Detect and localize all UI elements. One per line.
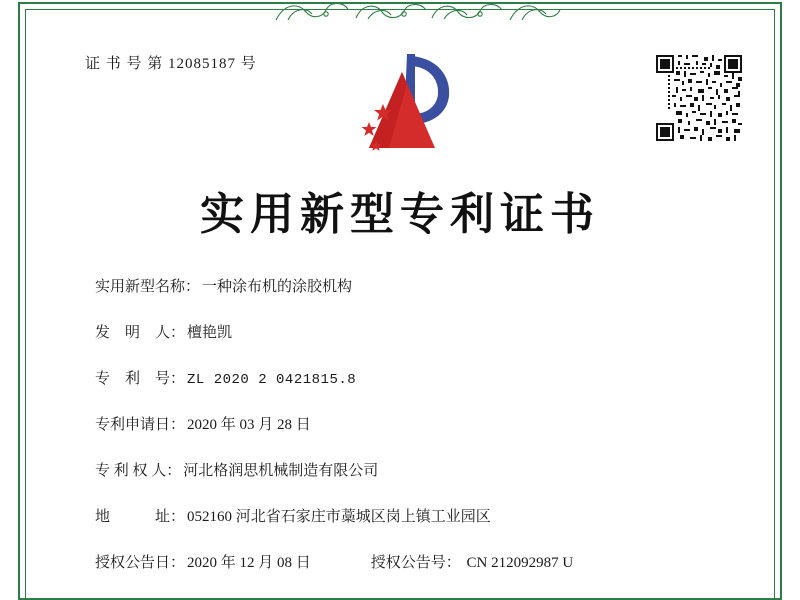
field-label: 实用新型名称： [95,279,201,295]
patent-emblem-logo [345,48,465,158]
field-value: 一种涂布机的涂胶机构 [202,279,353,295]
field-value: ZL 2020 2 0421815.8 [187,372,357,388]
field-label: 专 利 权 人： [95,463,182,479]
field-value: 檀艳凯 [187,325,233,341]
field-value: 2020 年 03 月 28 日 [187,417,311,433]
grant-number-group [371,551,573,572]
field-row-address [95,505,740,526]
field-label: 专 利 号： [95,371,186,387]
grant-date-label: 授权公告日： [95,555,186,571]
ornamental-scroll-top [26,0,774,22]
page-title: 实用新型专利证书 [200,190,600,239]
field-row-patent-number [95,367,740,388]
field-value: 河北格润思机械制造有限公司 [183,463,379,479]
grant-date-value: 2020 年 12 月 08 日 [187,555,311,571]
field-row-grant-announcement [95,551,740,572]
field-row-inventor [95,321,740,342]
field-row-patentee [95,459,740,480]
certificate-number: 证 书 号 第 12085187 号 [85,56,257,72]
field-row-application-date [95,413,740,434]
field-value: 052160 河北省石家庄市藁城区岗上镇工业园区 [187,509,491,525]
field-label: 地 址： [95,509,186,525]
field-row-invention-name [95,275,740,296]
grant-number-label: 授权公告号： [370,555,461,571]
qr-code [656,55,742,141]
grant-number-value: CN 212092987 U [466,555,574,571]
field-label: 发 明 人： [95,325,186,341]
field-label: 专利申请日： [95,417,186,433]
certificate-fields [95,275,740,572]
